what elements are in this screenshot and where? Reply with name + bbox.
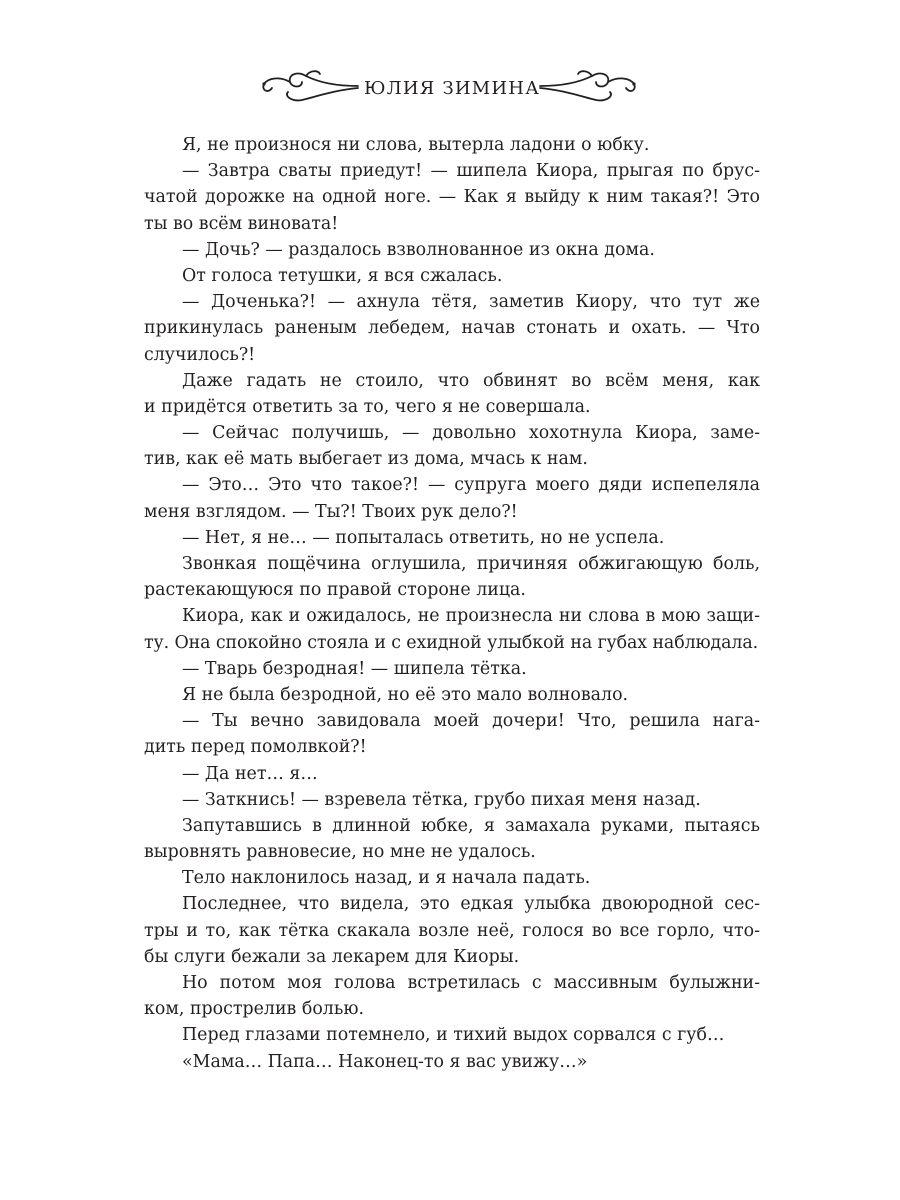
text-line: ком, прострелив болью. [144, 999, 364, 1020]
text-line: «Мама… Папа… Наконец-то я вас увижу…» [182, 1051, 588, 1072]
text-line: — Заткнись! — взревела тётка, грубо пихая меня назад. [182, 789, 701, 810]
text-line: — Нет, я не… — попыталась ответить, но не успела. [182, 527, 665, 548]
text-line: — Завтра сваты приедут! — шипела Киора, прыгая по брус- [182, 161, 760, 182]
text-line: — Сейчас получишь, — довольно хохотнула Киора, заме- [182, 423, 760, 444]
text-line: — Да нет… я… [182, 763, 318, 784]
text-line: прикинулась раненым лебедем, начав стонать и охать. — Что [144, 318, 760, 339]
text-line: Но потом моя голова встретилась с массивным булыжни- [182, 973, 760, 993]
text-line: меня взглядом. — Ты?! Твоих рук дело?! [144, 501, 518, 522]
text-line: — Дочь? — раздалось взволнованное из окна дома. [182, 239, 655, 260]
text-line: — Доченька?! — ахнула тётя, заметив Киору, что тут же [182, 292, 760, 313]
text-line: тив, как её мать выбегает из дома, мчась к нам. [144, 449, 588, 470]
flourish-ornament-left [258, 66, 362, 106]
text-line: тры и то, как тётка скакала возле неё, голося во все горло, что- [144, 920, 760, 941]
text-line: ту. Она спокойно стояла и с ехидной улыбкой на губах наблюдала. [144, 632, 759, 653]
text-line: Звонкая пощёчина оглушила, причиняя обжигающую боль, [182, 554, 760, 574]
author-name: ЮЛИЯ ЗИМИНА [364, 78, 541, 99]
text-line: Запутавшись в длинной юбке, я замахала руками, пытаясь [182, 815, 760, 836]
text-line: растекающуюся по правой стороне лица. [144, 580, 526, 601]
text-line: Даже гадать не стоило, что обвинят во всём меня, как [182, 370, 760, 391]
text-line: бы слуги бежали за лекарем для Киоры. [144, 946, 520, 967]
running-header [0, 66, 900, 110]
text-line: и придётся ответить за то, чего я не совершала. [144, 396, 591, 417]
text-line: выровнять равновесие, но мне не удалось. [144, 842, 536, 863]
body-text [144, 132, 760, 1075]
text-line: Я не была безродной, но её это мало волновало. [182, 684, 629, 705]
text-line: Тело наклонилось назад, и я начала падать. [182, 868, 591, 889]
text-line: Киора, как и ожидалось, не произнесла ни слова в мою защи- [182, 606, 760, 627]
text-line: дить перед помолвкой?! [144, 737, 367, 758]
text-line: — Тварь безродная! — шипела тётка. [182, 658, 527, 679]
text-line: чатой дорожке на одной ноге. — Как я выйду к ним такая?! Это [144, 187, 760, 208]
text-line: — Ты вечно завидовала моей дочери! Что, решила нага- [182, 711, 760, 732]
text-line: Последнее, что видела, это едкая улыбка двоюродной сес- [182, 894, 760, 915]
text-line: случилось?! [144, 344, 256, 365]
text-line: — Это… Это что такое?! — супруга моего дяди испепеляла [182, 475, 760, 496]
flourish-ornament-right [536, 66, 640, 106]
text-line: Перед глазами потемнело, и тихий выдох сорвался с губ… [182, 1025, 725, 1046]
text-line: От голоса тетушки, я вся сжалась. [182, 265, 503, 286]
text-line: Я, не произнося ни слова, вытерла ладони о юбку. [182, 135, 650, 155]
text-line: ты во всём виновата! [144, 213, 339, 234]
